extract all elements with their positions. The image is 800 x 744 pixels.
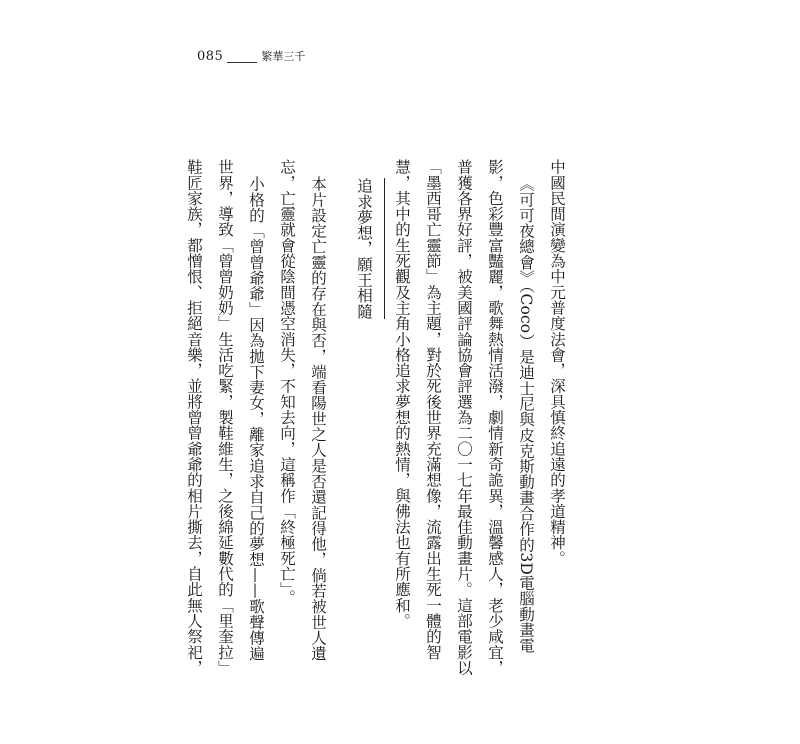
text-column: 「墨西哥亡靈節」為主題，對於死後世界充滿想像，流露出生死一體的智 (424, 159, 442, 660)
text-column: 忘，亡靈就會從陰間憑空消失，不知去向，這稱作「終極死亡」。 (278, 159, 296, 606)
text-column: 鞋匠家族，都憎恨、拒絕音樂，並將曾曾爺爺的相片撕去，自此無人祭祀， (185, 159, 203, 676)
text-column: 普獲各界好評，被美國評論協會評選為二〇一七年最佳動畫片。這部電影以 (455, 159, 473, 676)
text-column: 世界，導致「曾曾奶奶」生活吃緊，製鞋維生，之後綿延數代的「里奎拉」 (216, 159, 234, 676)
text-column: 小格的「曾曾爺爺」因為拋下妻女，離家追求自己的夢想——歌聲傳遍 (247, 176, 265, 662)
text-column: 影，色彩豐富豔麗，歌舞熱情活潑，劇情新奇詭異，溫馨感人，老少咸宜， (486, 159, 504, 676)
text-column: 本片設定亡靈的存在與否，端看陽世之人是否還記得他，倘若被世人遺 (309, 176, 327, 662)
book-title: 繁華三千 (261, 50, 306, 63)
header-rule (227, 62, 257, 63)
page-header (197, 49, 305, 65)
text-column: 慧，其中的生死觀及主角小格追求夢想的熱情，與佛法也有所應和。 (393, 159, 411, 629)
text-column: 《可可夜總會》（Coco）是迪士尼與皮克斯動畫合作的3D電腦動畫電 (517, 176, 535, 654)
section-heading: 追求夢想，願王相隨 (352, 178, 385, 319)
text-column: 中國民間演變為中元普度法會，深具慎終追遠的孝道精神。 (548, 159, 566, 566)
page-number: 085 (197, 49, 224, 64)
